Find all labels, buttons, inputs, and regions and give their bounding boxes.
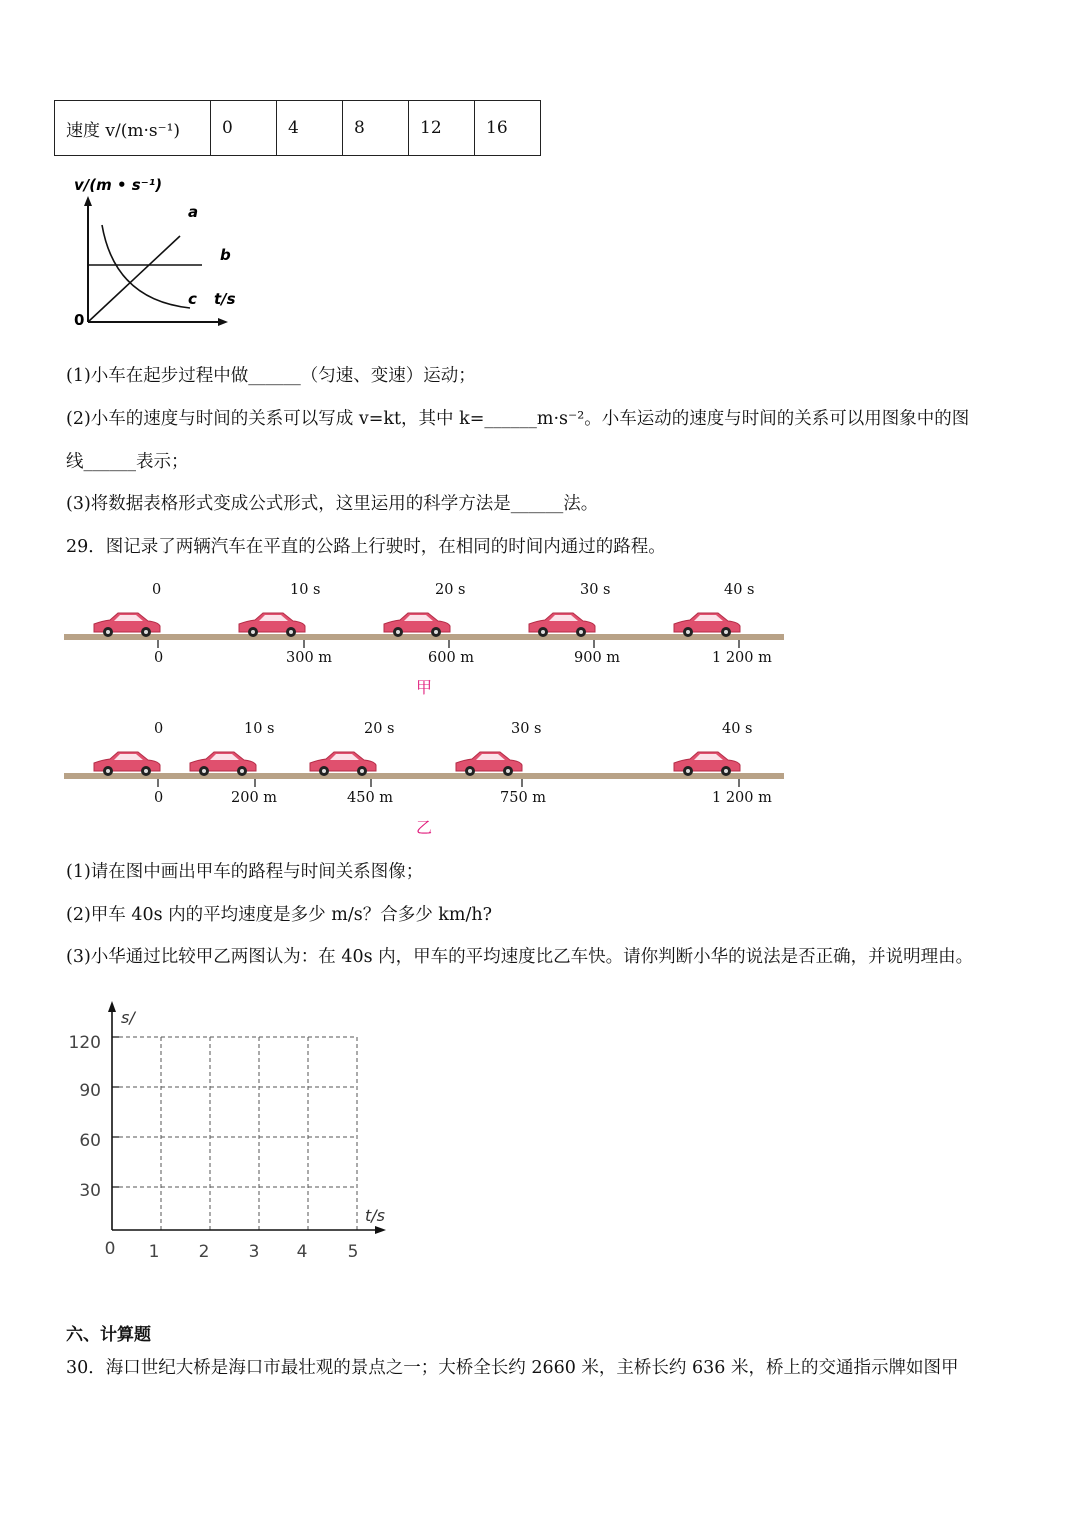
road-strip [64, 773, 784, 779]
vt-ylabel: v/(m • s⁻¹) [74, 176, 163, 194]
car-icon [674, 613, 740, 637]
q29-part3: (3)小华通过比较甲乙两图认为：在 40s 内，甲车的平均速度比乙车快。请你判断小华的说法是否正确，并说明理由。 [66, 947, 974, 967]
q28-part2: (2)小车的速度与时间的关系可以写成 v=kt，其中 k=______m·s⁻²。小车运动的速度与时间的关系可以用图象中的图 [66, 409, 970, 429]
st-y-tick-label: 30 [79, 1181, 101, 1201]
vt-xlabel: t/s [214, 290, 236, 308]
table-cell: 8 [343, 101, 409, 156]
car-icon [529, 613, 595, 637]
q28-part1: (1)小车在起步过程中做______（匀速、变速）运动； [66, 366, 476, 386]
vt-label-c: c [188, 290, 197, 308]
st-origin: 0 [104, 1239, 116, 1259]
st-y-tick-label: 90 [79, 1081, 101, 1101]
q29-part1: (1)请在图中画出甲车的路程与时间关系图像； [66, 862, 424, 882]
road-yi [64, 745, 784, 789]
table-cell: 0 [211, 101, 277, 156]
car-diagram-yi [64, 719, 784, 839]
car-icon [94, 613, 160, 637]
st-y-arrow [108, 1001, 116, 1012]
distance-label: 0 [154, 790, 164, 806]
st-x-tick-label: 4 [296, 1242, 308, 1262]
table-row [55, 101, 541, 156]
time-label: 40 s [722, 721, 753, 737]
st-ylabel: s/ [121, 1008, 135, 1027]
car-icon [456, 752, 522, 776]
distance-label: 0 [154, 650, 164, 666]
road-jia [64, 606, 784, 650]
car-diagram-jia [64, 580, 784, 700]
tick-marks [158, 640, 739, 648]
distance-label: 600 m [428, 650, 475, 666]
road-strip [64, 634, 784, 640]
distance-label: 300 m [286, 650, 333, 666]
distance-label: 450 m [347, 790, 394, 806]
vt-label-b: b [220, 246, 231, 264]
car-icon [674, 752, 740, 776]
table-cell: 16 [475, 101, 541, 156]
car-icon [190, 752, 256, 776]
table-header-cell: 速度 v/(m·s⁻¹) [55, 101, 211, 156]
st-xlabel: t/s [365, 1206, 385, 1225]
caption-jia: 甲 [416, 678, 433, 697]
time-label: 20 s [435, 582, 466, 598]
q28-part2-cont: 线______表示； [66, 452, 189, 472]
distance-label: 900 m [574, 650, 621, 666]
q29-part2: (2)甲车 40s 内的平均速度是多少 m/s？合多少 km/h? [66, 905, 493, 925]
time-label: 10 s [244, 721, 275, 737]
vt-graph [60, 170, 260, 335]
caption-yi: 乙 [416, 818, 433, 837]
time-label: 30 s [511, 721, 542, 737]
time-label: 0 [152, 582, 162, 598]
distance-label: 750 m [500, 790, 547, 806]
distance-label: 1 200 m [712, 650, 772, 666]
speed-table [54, 100, 541, 156]
grid-lines [112, 1037, 357, 1230]
q28-part3: (3)将数据表格形式变成公式形式，这里运用的科学方法是______法。 [66, 494, 599, 514]
st-x-arrow [375, 1226, 386, 1234]
st-x-tick-label: 5 [347, 1242, 359, 1262]
car-icon [384, 613, 450, 637]
st-y-tick-label: 60 [79, 1131, 101, 1151]
vt-line-a [88, 236, 180, 322]
st-y-tick-label: 120 [68, 1033, 101, 1053]
time-label: 40 s [724, 582, 755, 598]
table-cell: 12 [409, 101, 475, 156]
table-cell: 4 [277, 101, 343, 156]
time-label: 0 [154, 721, 164, 737]
vt-x-arrow [218, 318, 228, 326]
q30-stem: 30．海口世纪大桥是海口市最壮观的景点之一；大桥全长约 2660 米，主桥长约 636 米，桥上的交通指示牌如图甲 [66, 1358, 959, 1378]
vt-label-a: a [188, 203, 199, 221]
st-grid [55, 995, 400, 1270]
st-x-tick-label: 2 [198, 1242, 210, 1262]
distance-label: 200 m [231, 790, 278, 806]
distance-label: 1 200 m [712, 790, 772, 806]
section-heading: 六、计算题 [66, 1325, 151, 1345]
tick-marks [158, 779, 739, 787]
car-icon [94, 752, 160, 776]
vt-y-arrow [84, 196, 92, 206]
vt-origin: 0 [74, 311, 85, 329]
time-label: 10 s [290, 582, 321, 598]
time-label: 20 s [364, 721, 395, 737]
car-icon [310, 752, 376, 776]
st-x-tick-label: 1 [148, 1242, 160, 1262]
q29-stem: 29．图记录了两辆汽车在平直的公路上行驶时，在相同的时间内通过的路程。 [66, 537, 666, 557]
st-y-ticks [112, 1037, 119, 1187]
st-x-tick-label: 3 [248, 1242, 260, 1262]
car-icon [239, 613, 305, 637]
time-label: 30 s [580, 582, 611, 598]
